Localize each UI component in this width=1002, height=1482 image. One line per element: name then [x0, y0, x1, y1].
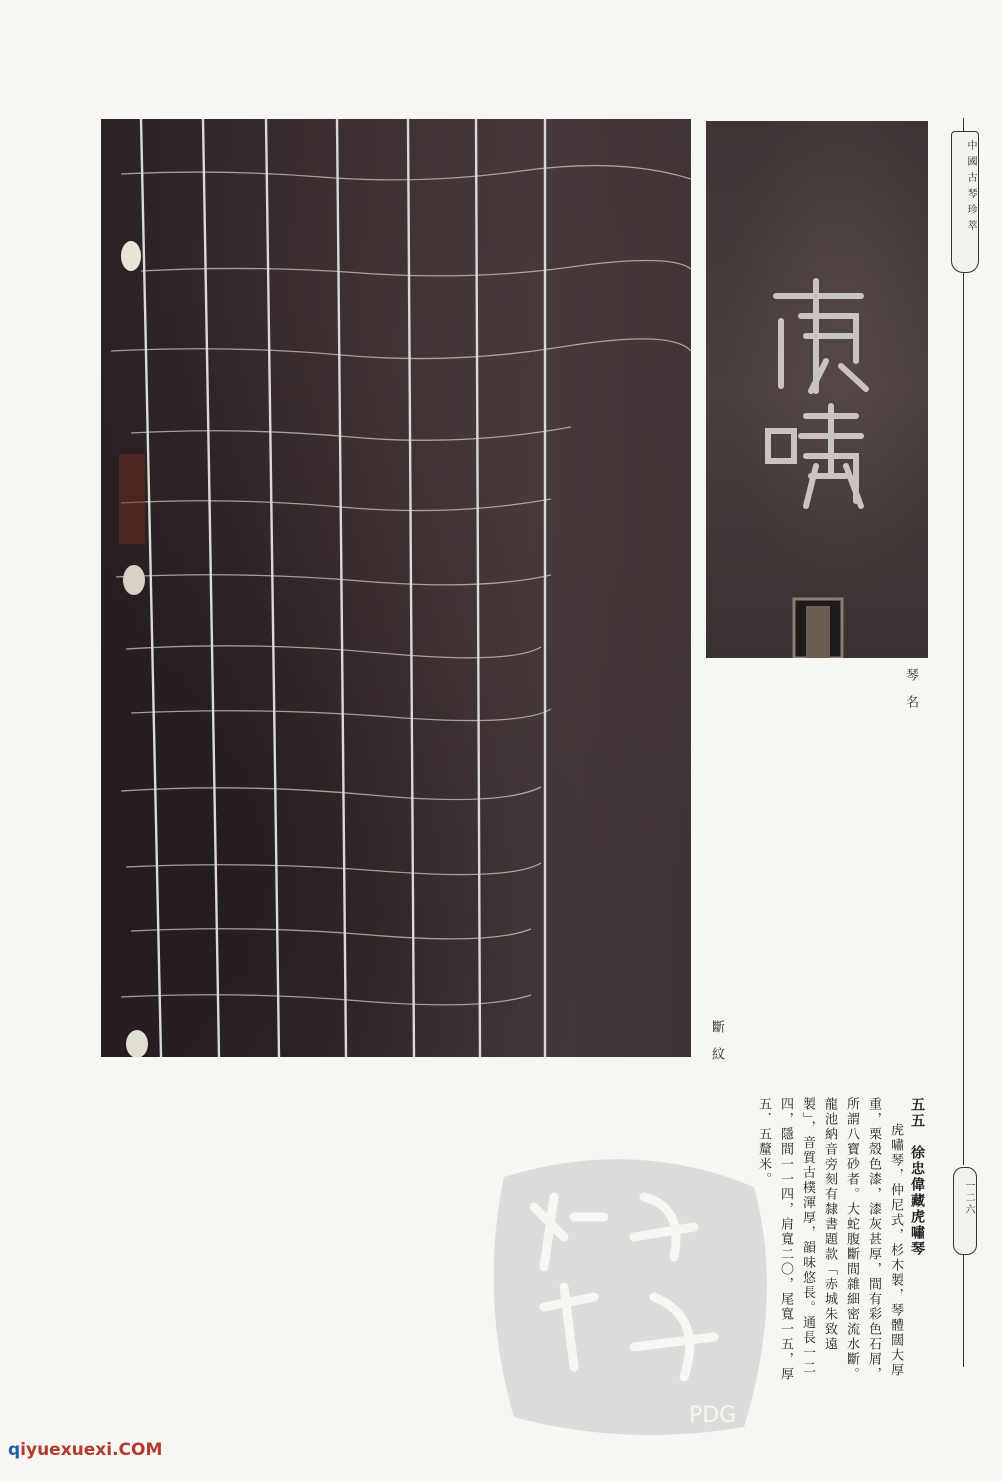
side-header-text: 中國古琴珍萃 [965, 140, 976, 236]
qin-strings-illustration [101, 119, 691, 1057]
margin-rule-middle [963, 272, 964, 1165]
margin-rule-top [963, 118, 964, 132]
site-watermark-text: iyuexuexi.COM [20, 1440, 163, 1460]
site-watermark-prefix: q [8, 1440, 21, 1460]
page-number: 一二六 [963, 1180, 974, 1216]
page-number-box [953, 1167, 977, 1255]
side-header-tag [951, 131, 979, 273]
qin-name-photo [706, 121, 928, 658]
qin-name-illustration [706, 121, 928, 658]
caption-break-pattern: 斷紋 [709, 1020, 724, 1074]
caption-qin-name: 琴名 [903, 668, 918, 722]
site-watermark [8, 1440, 162, 1460]
qin-strings-photo [101, 119, 691, 1057]
entry-heading: 五五 徐忠偉藏虎嘯琴 [909, 1097, 925, 1257]
entry-body: 虎嘯琴，仲尼式，杉木製，琴體闊大厚重，栗殼色漆，漆灰甚厚，間有彩色石屑，所謂八寶砂者。大蛇腹斷間雜細密流水斷。龍池納音旁刻有隸書題款「赤城朱致遠製」，音質古樸渾厚，韻味悠長。通長一二四，隱間一一四，肩寬二〇，尾寬一五，厚五．五釐米。 [756, 1097, 903, 1382]
margin-rule-bottom [963, 1255, 964, 1367]
watermark-seal [484, 1147, 784, 1447]
watermark-pdg: PDG [689, 1403, 737, 1428]
